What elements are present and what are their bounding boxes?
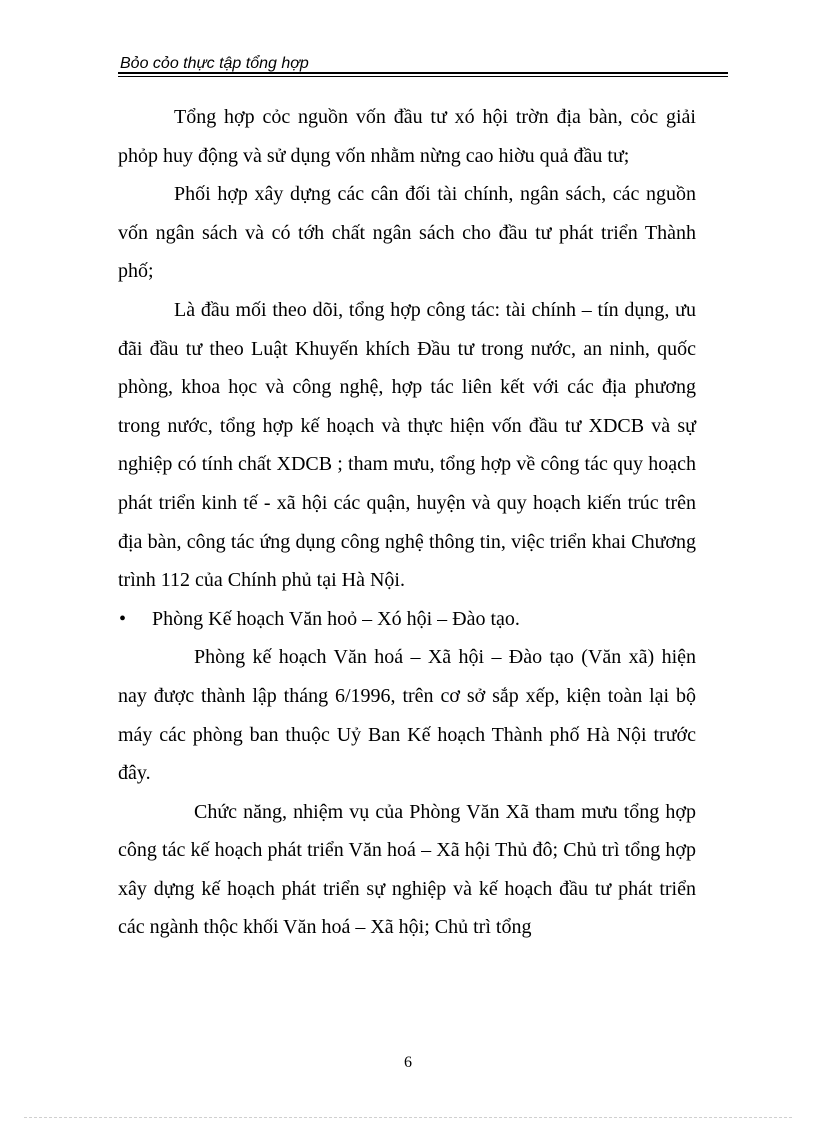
bullet-item-culture-department <box>118 600 696 639</box>
bullet-dot-icon: • <box>119 607 127 630</box>
page-header <box>118 52 728 78</box>
page-bottom-edge <box>24 1117 792 1118</box>
header-rule-thin <box>118 76 728 77</box>
paragraph-department-history: Phòng kế hoạch Văn hoá – Xã hội – Đào tạo (Văn xã) hiện nay được thành lập tháng 6/1996, trên cơ sở sắp xếp, kiện toàn lại bộ máy các phòng ban thuộc Uỷ Ban Kế hoạch Thành phố Hà Nội trước đây. <box>118 646 696 785</box>
paragraph-investment-sources: Tổng hợp cỏc nguồn vốn đầu tư xó hội trờn địa bàn, cỏc giải phỏp huy động và sử dụng vốn nhằm nừng cao hiờu quả đầu tư; <box>118 106 696 167</box>
paragraph-budget-balance: Phối hợp xây dựng các cân đối tài chính, ngân sách, các nguồn vốn ngân sách và có tớh chất ngân sách cho đầu tư phát triển Thành phố; <box>118 183 696 283</box>
paragraph-department-functions: Chức năng, nhiệm vụ của Phòng Văn Xã tham mưu tổng hợp công tác kế hoạch phát triển Văn hoá – Xã hội Thủ đô; Chủ trì tổng hợp xây dựng kế hoạch phát triển sự nghiệp và kế hoạch đầu tư phát triển các ngành thộc khối Văn hoá – Xã hội; Chủ trì tổng <box>118 800 696 939</box>
document-body <box>118 98 696 947</box>
paragraph-coordination: Là đầu mối theo dõi, tổng hợp công tác: tài chính – tín dụng, ưu đãi đầu tư theo Luật Khuyến khích Đầu tư trong nước, an ninh, quốc phòng, khoa học và công nghệ, hợp tác liên kết với các địa phương trong nước, tổng hợp kế hoạch và thực hiện vốn đầu tư XDCB và sự nghiệp có tính chất XDCB ; tham mưu, tổng hợp về công tác quy hoạch phát triển kinh tế - xã hội các quận, huyện và quy hoạch kiến trúc trên địa bàn, công tác ứng dụng công nghệ thông tin, việc triển khai Chương trình 112 của Chính phủ tại Hà Nội. <box>118 298 696 592</box>
header-title: Bỏo cỏo thực tập tổng hợp <box>120 55 309 72</box>
page-number: 6 <box>404 1054 412 1071</box>
header-rule-thick <box>118 72 728 74</box>
bullet-text: Phòng Kế hoạch Văn hoỏ – Xó hội – Đào tạo. <box>152 607 520 630</box>
